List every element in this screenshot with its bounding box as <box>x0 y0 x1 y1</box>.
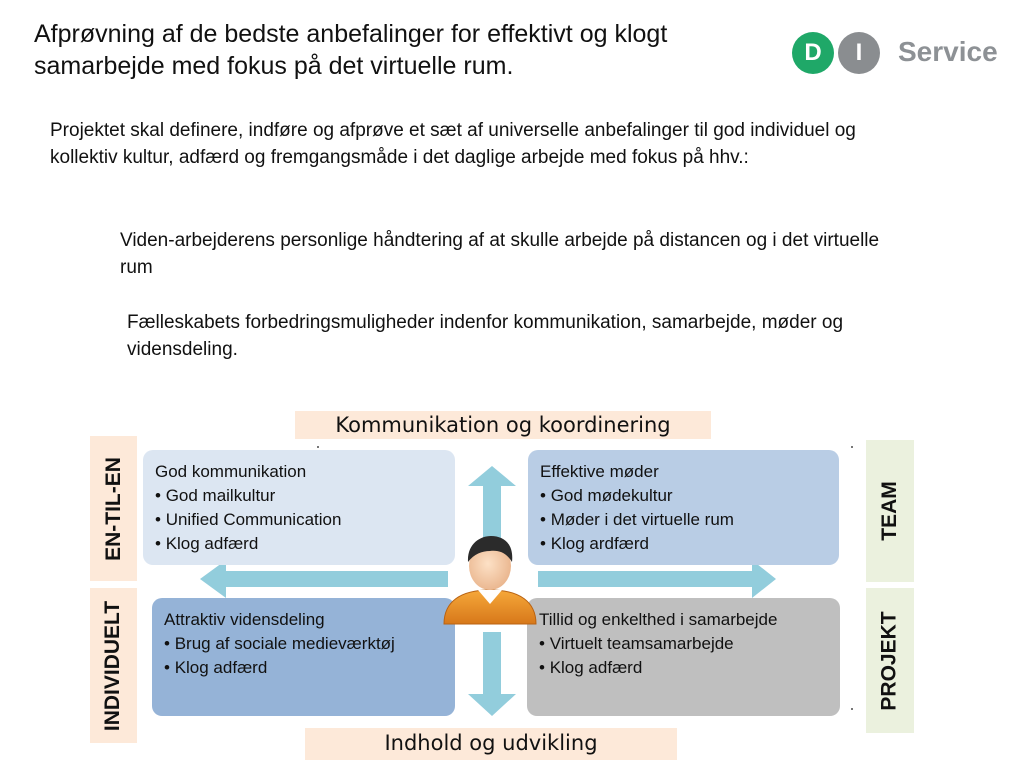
label-team <box>866 440 914 582</box>
focus-point-1: Viden-arbejderens personlige håndtering af at skulle arbejde på distancen og i det virtuelle rum <box>120 230 880 278</box>
quadrant-god-kommunikation <box>143 450 455 565</box>
list-item: • God mødekultur <box>540 484 827 508</box>
label-individuelt-text: INDIVIDUELT <box>101 600 125 731</box>
list-item: • Klog ardfærd <box>540 532 827 556</box>
person-icon <box>440 532 540 632</box>
list-item: • Klog adfærd <box>539 656 828 680</box>
arrow-down <box>468 632 516 716</box>
quadrant-list <box>539 632 828 680</box>
label-projekt-text: PROJEKT <box>878 610 901 711</box>
arrow-left <box>200 560 448 598</box>
quadrant-title: Attraktiv vidensdeling <box>164 610 325 629</box>
list-item: • Møder i det virtuelle rum <box>540 508 827 532</box>
label-projekt <box>866 588 914 733</box>
list-item: • Brug af sociale medieværktøj <box>164 632 443 656</box>
quadrant-list <box>540 484 827 556</box>
quadrant-list <box>155 484 443 556</box>
list-item: • Virtuelt teamsamarbejde <box>539 632 828 656</box>
quadrant-title: Effektive møder <box>540 462 659 481</box>
arrow-up <box>468 466 516 540</box>
quadrant-tillid-og-enkelthed <box>527 598 840 716</box>
decor-dot <box>851 446 853 448</box>
banner-indhold: Indhold og udvikling <box>305 728 677 760</box>
list-item: • God mailkultur <box>155 484 443 508</box>
list-item: • Klog adfærd <box>155 532 443 556</box>
slide-title: Afprøvning af de bedste anbefalinger for effektivt og klogt samarbejde med fokus på det virtuelle rum. <box>34 20 668 80</box>
quadrant-list <box>164 632 443 680</box>
logo-service-word: Service <box>898 36 998 67</box>
focus-point-2: Fælleskabets forbedringsmuligheder indenfor kommunikation, samarbejde, møder og vidensdeling. <box>127 312 844 360</box>
quadrant-effektive-moeder <box>528 450 839 565</box>
quadrant-title: Tillid og enkelthed i samarbejde <box>539 610 778 629</box>
decor-dot <box>851 708 853 710</box>
label-en-til-en <box>90 436 137 581</box>
arrow-right <box>538 560 776 598</box>
logo-i-circle: I <box>838 32 880 74</box>
di-service-logo <box>790 30 1000 78</box>
logo-d-circle: D <box>792 32 834 74</box>
list-item: • Klog adfærd <box>164 656 443 680</box>
decor-dot <box>317 446 319 448</box>
banner-kommunikation: Kommunikation og koordinering <box>295 411 711 439</box>
label-team-text: TEAM <box>878 481 901 541</box>
quadrant-attraktiv-vidensdeling <box>152 598 455 716</box>
label-individuelt <box>90 588 137 743</box>
list-item: • Unified Communication <box>155 508 443 532</box>
label-en-til-en-text: EN-TIL-EN <box>101 456 125 561</box>
intro-paragraph: Projektet skal definere, indføre og afprøve et sæt af universelle anbefalinger til god individuel og kollektiv kultur, adfærd og fremgangsmåde i det daglige arbejde med fokus på hhv.: <box>50 120 856 168</box>
quadrant-title: God kommunikation <box>155 462 307 481</box>
